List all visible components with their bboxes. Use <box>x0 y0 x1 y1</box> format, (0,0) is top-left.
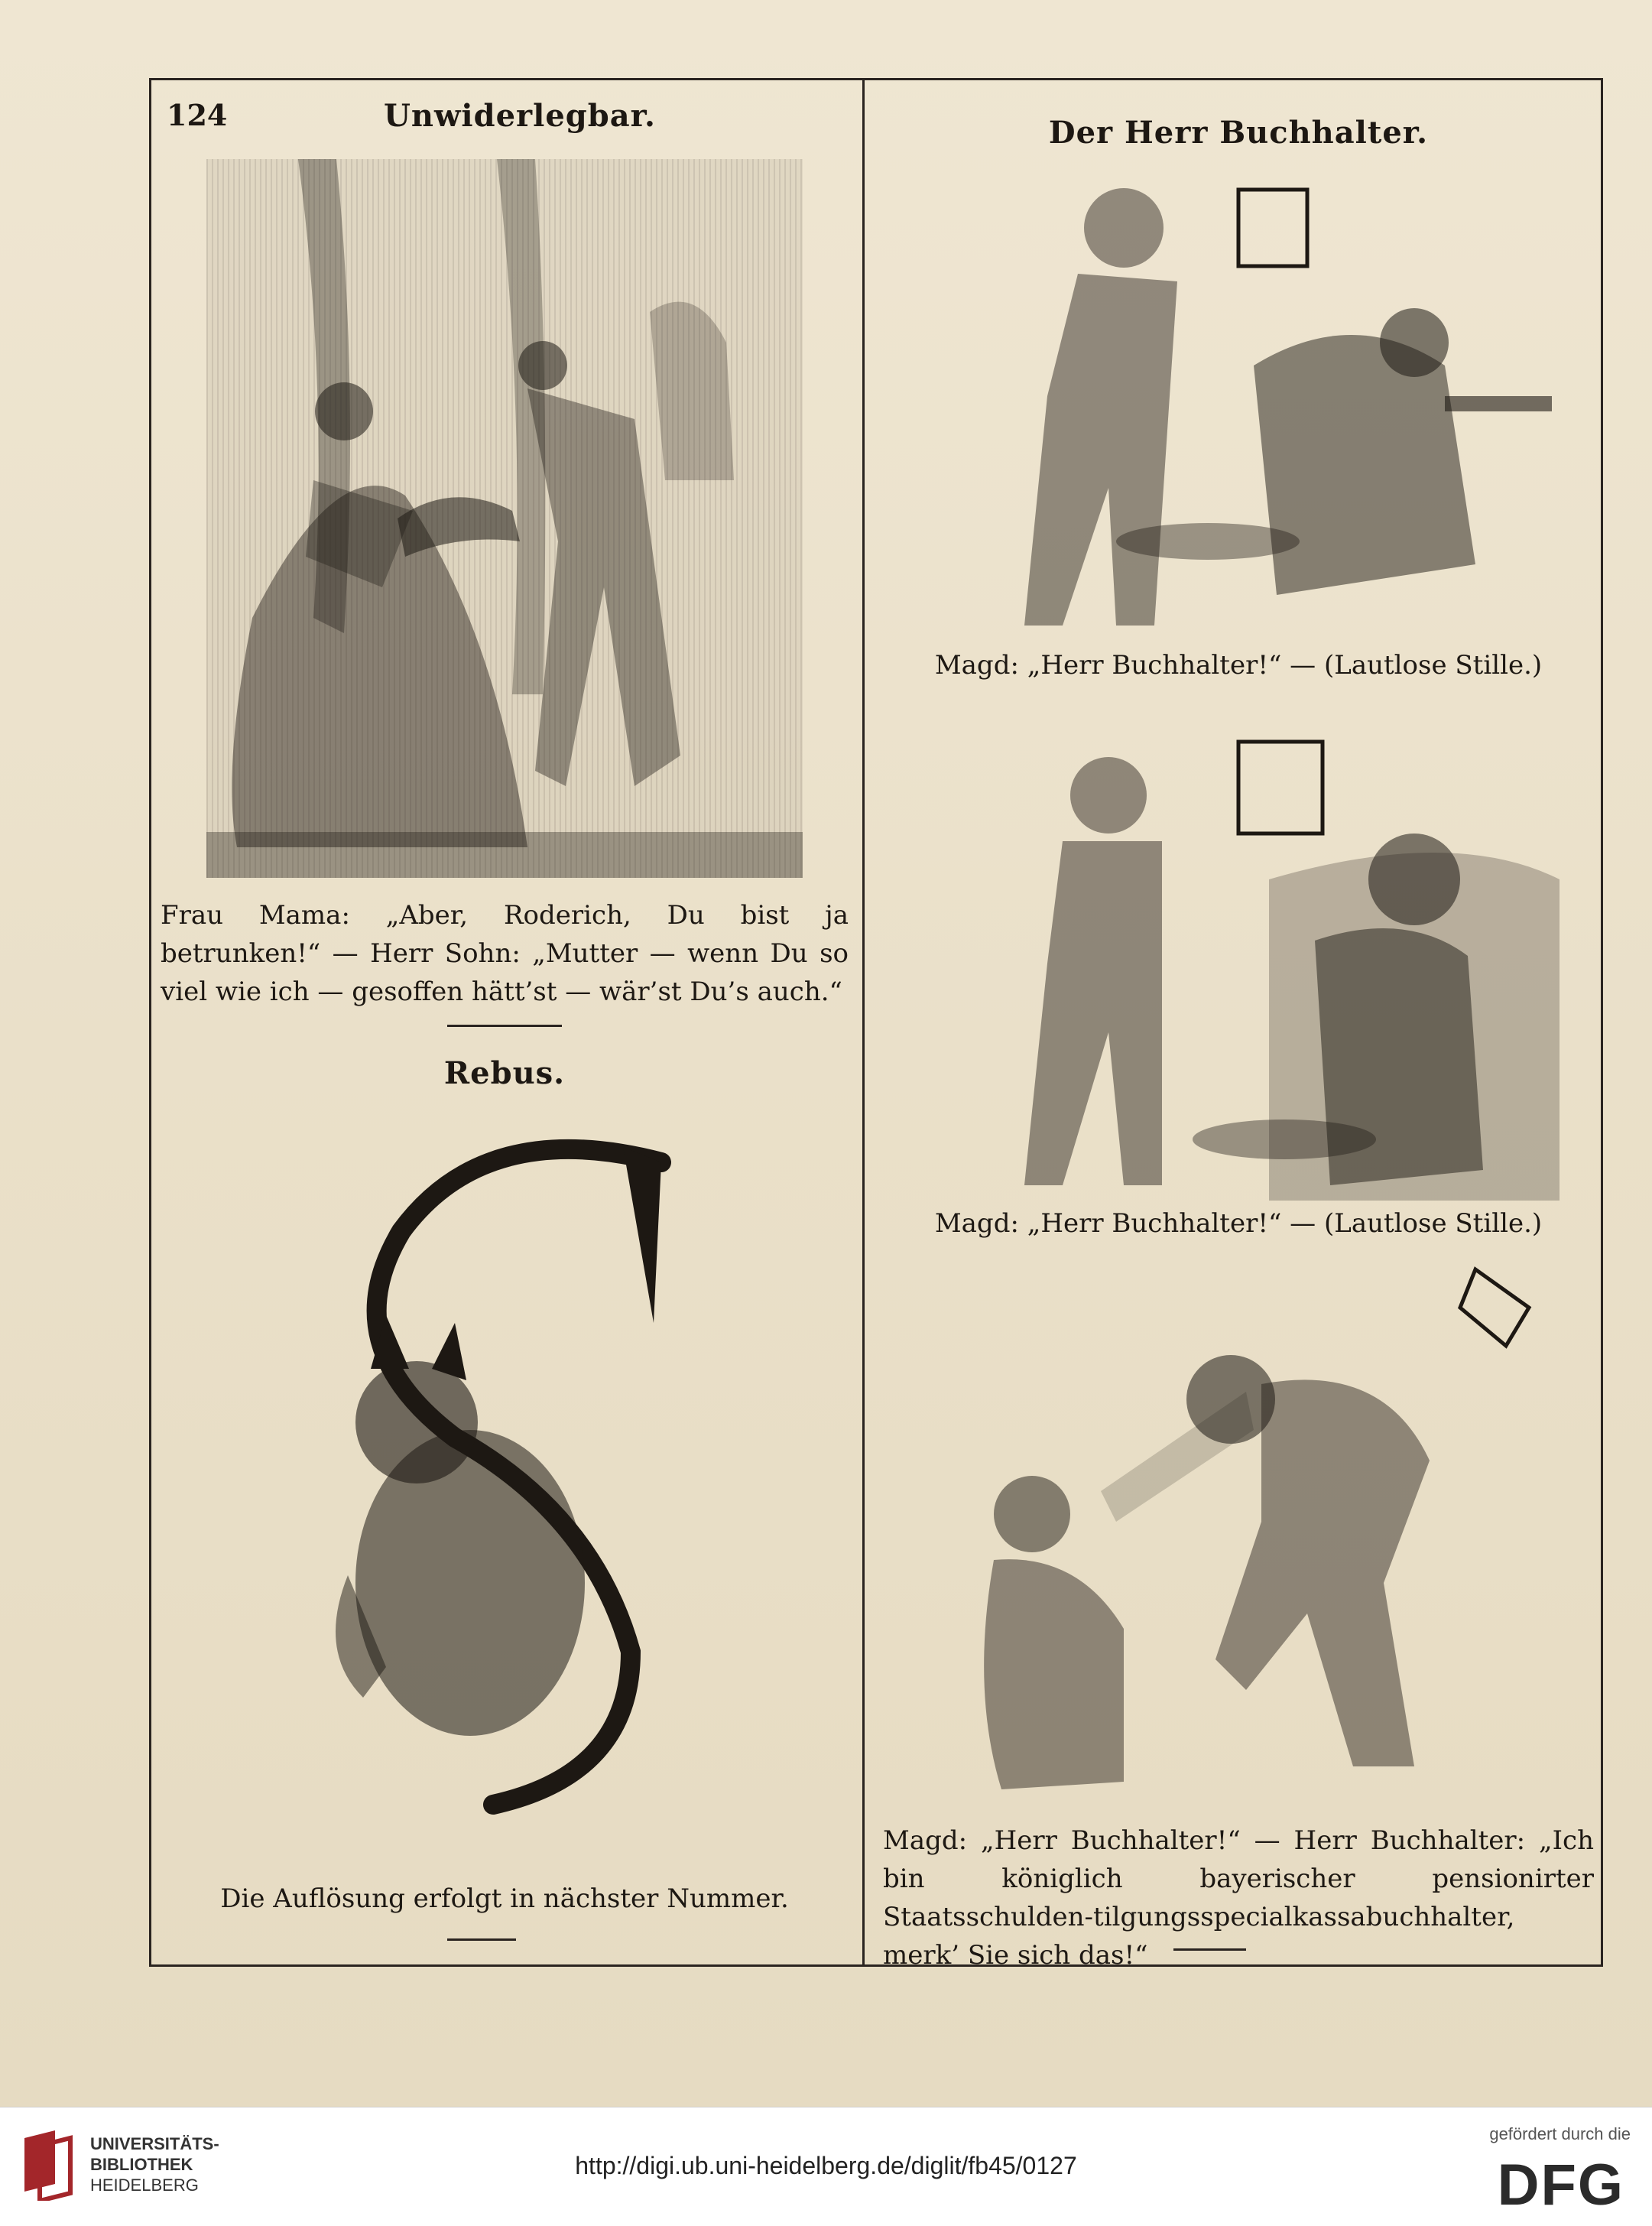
mother-son-drawing <box>206 159 803 878</box>
caption-panel-2: Magd: „Herr Buchhalter!“ — (Lautlose Stille.) <box>934 1208 1543 1239</box>
right-title: Der Herr Buchhalter. <box>1048 115 1429 151</box>
page-number: 124 <box>167 98 228 132</box>
viewer-footer <box>0 2107 1652 2226</box>
illustration-panel-2 <box>917 711 1567 1201</box>
separator-rule-bottom <box>447 1938 516 1941</box>
column-divider <box>862 78 865 1967</box>
panel-3-drawing <box>925 1262 1552 1820</box>
caption-panel-3: Magd: „Herr Buchhalter!“ — Herr Buchhalter: „Ich bin königlich bayerischer pensionirter Staatsschulden-tilgungsspecialkassabuchhalter, merk’ Sie sich das!“ <box>883 1825 1594 1971</box>
caption-rebus: Die Auflösung erfolgt in nächster Nummer. <box>220 1883 789 1914</box>
panel-2-drawing <box>917 711 1567 1201</box>
panel-1-drawing <box>925 167 1552 641</box>
separator-rule-right <box>1173 1948 1246 1951</box>
illustration-rebus <box>302 1116 684 1820</box>
rebus-drawing <box>302 1116 684 1820</box>
separator-rule <box>447 1025 562 1027</box>
library-name-line-1: UNIVERSITÄTS- <box>90 2134 219 2153</box>
left-title: Unwiderlegbar. <box>384 98 656 134</box>
rebus-title: Rebus. <box>443 1055 566 1091</box>
document-url-link[interactable]: http://digi.ub.uni-heidelberg.de/diglit/fb45/0127 <box>575 2152 1077 2179</box>
library-name-line-3: HEIDELBERG <box>90 2176 199 2195</box>
illustration-panel-3 <box>925 1262 1552 1820</box>
caption-mother-son: Frau Mama: „Aber, Roderich, Du bist ja betrunken!“ — Herr Sohn: „Mutter — wenn Du so viel wie ich — gesoffen hätt’st — wär’st Du’s auch.“ <box>161 900 849 1007</box>
library-name-line-2: BIBLIOTHEK <box>90 2155 193 2174</box>
funding-note: gefördert durch die <box>1489 2124 1631 2143</box>
caption-panel-1: Magd: „Herr Buchhalter!“ — (Lautlose Stille.) <box>934 650 1543 681</box>
dfg-logo: DFG <box>1497 2153 1624 2218</box>
illustration-panel-1 <box>925 167 1552 641</box>
illustration-mother-son <box>206 159 803 878</box>
